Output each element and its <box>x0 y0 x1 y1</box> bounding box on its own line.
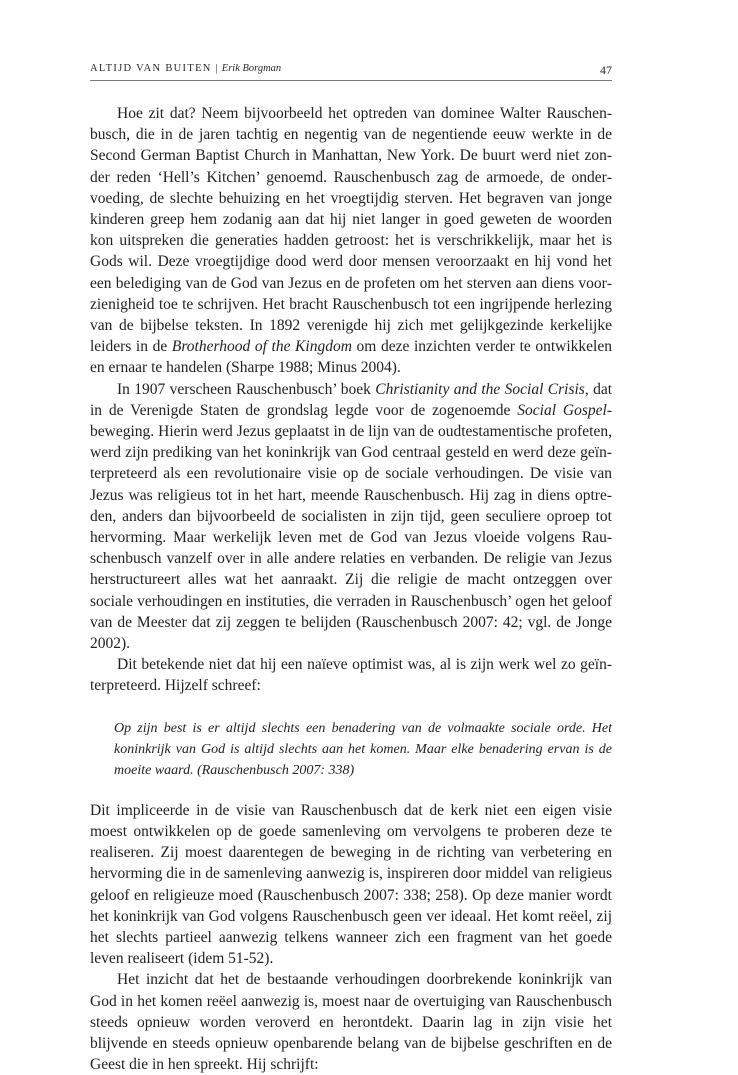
body-text <box>90 103 612 1075</box>
paragraph-1 <box>90 103 612 379</box>
paragraph-1-italic-title: Brotherhood of the Kingdom <box>171 338 352 356</box>
paragraph-4-text: Dit impliceerde in de visie van Rauschenbusch dat de kerk niet een eigen visie moest ontwikkelen op de goede samenleving om vervolgens te proberen deze te realiseren. Zij moest daarentegen de beweging in de richting van verbetering en hervorming die in de samenleving aanwezig is, inspireren door middel van religieus geloof en religieuze moed (Rauschenbusch 2007: 338; 258). Op deze manier wordt het koninkrijk van God volgens Rauschenbusch geen ver ideaal. Het komt reëel, zij het slechts partieel aanwezig telkens wanneer zich een fragment van het goede leven realiseert (idem 51-52). <box>90 801 612 968</box>
paragraph-1-text: Hoe zit dat? Neem bijvoorbeeld het optreden van dominee Walter Rauschenbusch, die in de jaren tachtig en negentig van de negentiende eeuw werkte in de Second German Baptist Church in Manhattan, New York. De buurt werd niet zonder reden ‘Hell’s Kitchen’ genoemd. Rauschenbusch zag de armoede, de ondervoeding, de slechte behuizing en het vroegtijdig sterven. Het begraven van jonge kinderen greep hem zodanig aan dat hij niet langer in goed geweten de woorden kon uitspreken die generaties hadden getroost: het is verschrikkelijk, maar het is Gods wil. Deze vroegtijdige dood werd door mensen veroorzaakt en hij vond het een belediging van de God van Jezus en de profeten om het sterven aan diens voorzienigheid toe te schrijven. Het bracht Rauschenbusch tot een ingrijpende herlezing van de bijbelse teksten. In 1892 verenigde hij zich met gelijkgezinde kerkelijke leiders in de <box>90 105 612 356</box>
page-number: 47 <box>600 63 612 77</box>
paragraph-2-book-title: Christianity and the Social Crisis <box>375 380 585 398</box>
running-head-separator: | <box>215 63 218 74</box>
running-head-author: Erik Borgman <box>221 63 282 74</box>
paragraph-2-movement-name: Social Gospel <box>517 401 607 419</box>
paragraph-3-text: Dit betekende niet dat hij een naïeve optimist was, al is zijn werk wel zo geïnterpreteerd. Hijzelf schreef: <box>90 656 612 695</box>
running-head <box>90 63 612 79</box>
paragraph-3 <box>90 654 612 696</box>
block-quote-text: Op zijn best is er altijd slechts een benadering van de volmaakte sociale orde. Het koninkrijk van God is altijd slechts aan het komen. Maar elke benadering ervan is de moeite waard. <box>114 720 612 778</box>
paragraph-2-end: -beweging. Hierin werd Jezus geplaatst in de lijn van de oudtestamentische profeten, werd zijn prediking van het koninkrijk van God centraal gesteld en werd deze geïnterpreteerd als een revolutionaire visie op de sociale verhoudingen. De visie van Jezus was religieus tot in het hart, meende Rauschenbusch. Hij zag in diens optreden, anders dan bijvoorbeeld de socialisten in zijn tijd, geen seculiere oproep tot hervorming. Maar werkelijk leven met de God van Jezus vloeide volgens Rauschenbusch vanzelf over in alle andere relaties en verbanden. De religie van Jezus herstructureert alles wat het aanraakt. Zij die religie de macht ontzeggen over sociale verhoudingen en instituties, die verraden in Rauschenbusch’ ogen het geloof van de Meester dat zij zeggen te belijden (Rauschenbusch 2007: 42; vgl. de Jonge 2002). <box>90 401 612 653</box>
paragraph-5-text: Het inzicht dat het de bestaande verhoudingen doorbrekende koninkrijk van God in het komen reëel aanwezig is, moest naar de overtuiging van Rauschenbusch steeds opnieuw worden veroverd en herontdekt. Daarin lag in zijn visie het blijvende en steeds opnieuw openbarende belang van de bijbelse geschriften en de Geest die in hen spreekt. Hij schrijft: <box>90 971 612 1074</box>
running-head-title: ALTIJD VAN BUITEN <box>90 63 212 74</box>
paragraph-4 <box>90 800 612 970</box>
paragraph-5 <box>90 969 612 1075</box>
block-quote <box>90 718 612 781</box>
paragraph-2-start: In 1907 verscheen Rauschenbusch’ boek <box>117 380 376 398</box>
paragraph-1-end: om deze inzichten verder te ontwikkelen en ernaar te handelen (Sharpe 1988; Minus 2004). <box>90 338 612 377</box>
paragraph-2-mid: , dat in de Verenigde Staten de grondslag legde voor de zogenoemde <box>90 380 613 419</box>
header-rule <box>90 80 612 81</box>
block-quote-citation: (Rauschenbusch 2007: 338) <box>193 762 355 778</box>
paragraph-2 <box>90 379 612 655</box>
